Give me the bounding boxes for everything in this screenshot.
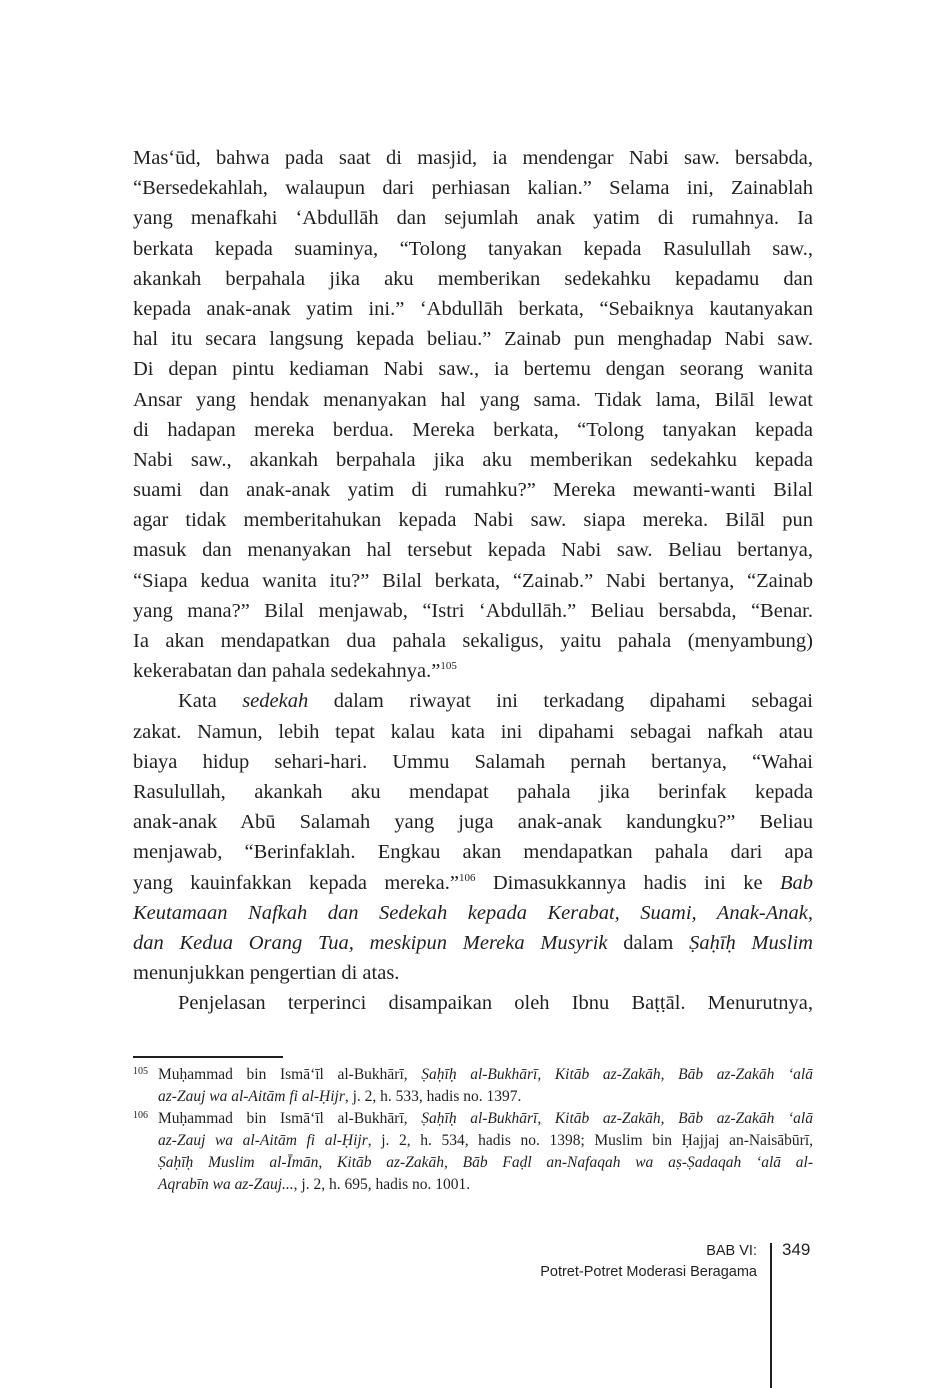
text-segment: hal itu secara langsung kepada beliau.” Zainab pun menghadap Nabi saw. <box>133 328 813 351</box>
text-segment: dalam <box>607 931 690 954</box>
footnote <box>133 1064 813 1108</box>
footnote-separator <box>133 1056 283 1058</box>
text-segment: anak-anak Abū Salamah yang juga anak-anak kandungku?” Beliau <box>133 811 813 834</box>
chapter-title: Potret-Potret Moderasi Beragama <box>540 1264 757 1280</box>
text-line <box>133 173 813 203</box>
text-line <box>158 1064 813 1086</box>
italic-text: az-Zauj wa al-Aitām fi al-Ḥijr <box>158 1132 368 1149</box>
text-segment: , j. 2, h. 534, hadis no. 1398; Muslim bin Ḥajjaj an-Naisābūrī, <box>367 1132 813 1149</box>
text-line <box>133 203 813 233</box>
text-line <box>158 1130 813 1152</box>
italic-text: Ṣaḥīḥ al-Bukhārī, Kitāb az-Zakāh, Bāb az-Zakāh ‘alā <box>421 1066 813 1083</box>
paragraph <box>133 988 813 1018</box>
text-segment: Nabi saw., akankah berpahala jika aku memberikan sedekahku kepada <box>133 448 813 471</box>
text-line <box>158 1152 813 1174</box>
footnote-ref: 106 <box>458 871 476 884</box>
text-segment: Mas‘ūd, bahwa pada saat di masjid, ia mendengar Nabi saw. bersabda, <box>133 147 813 169</box>
text-segment: yang mana?” Bilal menjawab, “Istri ‘Abdullāh.” Beliau bersabda, “Benar. <box>133 599 813 622</box>
text-line <box>133 686 813 716</box>
text-line <box>158 1174 813 1196</box>
text-segment: Kata <box>178 690 243 713</box>
text-line <box>133 324 813 354</box>
italic-text: Ṣaḥīḥ Muslim al-Īmān, Kitāb az-Zakāh, Bāb Faḍl an-Nafaqah wa aṣ-Ṣadaqah ‘alā al- <box>158 1154 813 1171</box>
text-line <box>133 354 813 384</box>
text-segment: zakat. Namun, lebih tepat kalau kata ini dipahami sebagai nafkah atau <box>133 720 813 743</box>
body-text <box>133 143 813 1018</box>
text-segment: biaya hidup sehari-hari. Ummu Salamah pernah bertanya, “Wahai <box>133 750 813 773</box>
text-segment: “Siapa kedua wanita itu?” Bilal berkata, “Zainab.” Nabi bertanya, “Zainab <box>133 569 813 592</box>
italic-text: az-Zauj wa al-Aitām fi al-Ḥijr <box>158 1088 345 1105</box>
text-segment: kekerabatan dan pahala sedekahnya.” <box>133 660 441 683</box>
text-line <box>133 294 813 324</box>
italic-text: Ṣaḥīḥ al-Bukhārī, Kitāb az-Zakāh, Bāb az-Zakāh ‘alā <box>421 1110 813 1127</box>
text-segment: agar tidak memberitahukan kepada Nabi saw. siapa mereka. Bilāl pun <box>133 509 813 532</box>
text-line <box>133 475 813 505</box>
text-line <box>133 747 813 777</box>
text-segment: berkata kepada suaminya, “Tolong tanyakan kepada Rasulullah saw., <box>133 237 813 260</box>
text-segment: Di depan pintu kediaman Nabi saw., ia bertemu dengan seorang wanita <box>133 358 813 381</box>
italic-text: Keutamaan Nafkah dan Sedekah kepada Kerabat, Suami, Anak-Anak, <box>133 901 813 924</box>
text-line <box>158 1086 813 1108</box>
text-segment: , j. 2, h. 533, hadis no. 1397. <box>344 1088 522 1105</box>
text-segment: di hadapan mereka berdua. Mereka berkata, “Tolong tanyakan kepada <box>133 418 813 441</box>
text-line <box>133 717 813 747</box>
text-segment: menjawab, “Berinfaklah. Engkau akan mendapatkan pahala dari apa <box>133 841 813 864</box>
text-segment: Penjelasan terperinci disampaikan oleh Ibnu Baṭṭāl. Menurutnya, <box>178 992 813 1015</box>
text-line <box>133 143 813 173</box>
text-segment: masuk dan menanyakan hal tersebut kepada Nabi saw. Beliau bertanya, <box>133 539 813 562</box>
italic-text: Bab <box>779 871 813 894</box>
paragraph <box>133 686 813 988</box>
text-segment: Muḥammad bin Ismā‘īl al-Bukhārī, <box>158 1066 422 1083</box>
text-segment: yang kauinfakkan kepada mereka.” <box>133 871 459 894</box>
text-segment: suami dan anak-anak yatim di rumahku?” Mereka mewanti-wanti Bilal <box>133 479 813 502</box>
text-line <box>133 264 813 294</box>
text-line <box>133 868 813 898</box>
page-number: 349 <box>782 1240 811 1259</box>
text-segment: dalam riwayat ini terkadang dipahami sebagai <box>308 690 813 713</box>
italic-text: sedekah <box>242 690 309 713</box>
text-segment: yang menafkahi ‘Abdullāh dan sejumlah anak yatim di rumahnya. Ia <box>133 207 813 230</box>
text-segment: kepada anak-anak yatim ini.” ‘Abdullāh berkata, “Sebaiknya kautanyakan <box>133 297 813 320</box>
text-line <box>133 596 813 626</box>
text-line <box>133 626 813 656</box>
chapter-label: BAB VI: <box>706 1243 757 1259</box>
italic-text: Ṣaḥīḥ Muslim <box>689 931 813 954</box>
footnote <box>133 1108 813 1196</box>
italic-text: Aqrabīn wa az-Zauj... <box>158 1176 294 1193</box>
text-line <box>133 988 813 1018</box>
text-line <box>133 928 813 958</box>
text-segment: Ia akan mendapatkan dua pahala sekaligus, yaitu pahala (menyambung) <box>133 630 813 652</box>
text-line <box>133 445 813 475</box>
text-line <box>133 837 813 867</box>
footnotes <box>133 1064 813 1196</box>
text-line <box>133 415 813 445</box>
footnote-number: 106 <box>133 1110 148 1121</box>
footnote-number: 105 <box>133 1066 148 1077</box>
text-line <box>133 385 813 415</box>
footnote-ref: 105 <box>440 660 457 673</box>
text-segment: Dimasukkannya hadis ini ke <box>475 871 780 894</box>
text-segment: menunjukkan pengertian di atas. <box>133 962 400 985</box>
footer-divider <box>770 1243 772 1388</box>
text-line <box>133 535 813 565</box>
text-line <box>158 1108 813 1130</box>
text-line <box>133 807 813 837</box>
text-line <box>133 958 813 988</box>
text-line <box>133 656 813 686</box>
text-segment: Ansar yang hendak menanyakan hal yang sama. Tidak lama, Bilāl lewat <box>133 388 813 411</box>
text-segment: Rasulullah, akankah aku mendapat pahala jika berinfak kepada <box>133 780 813 803</box>
text-segment: , j. 2, h. 695, hadis no. 1001. <box>293 1176 471 1193</box>
text-segment: akankah berpahala jika aku memberikan sedekahku kepadamu dan <box>133 267 813 290</box>
text-segment: Muḥammad bin Ismā‘īl al-Bukhārī, <box>158 1110 422 1127</box>
running-footer <box>540 1241 757 1283</box>
text-line <box>133 234 813 264</box>
paragraph <box>133 143 813 686</box>
italic-text: dan Kedua Orang Tua, meskipun Mereka Musyrik <box>133 931 608 954</box>
text-line <box>133 566 813 596</box>
text-line <box>133 505 813 535</box>
text-line <box>133 777 813 807</box>
text-segment: “Bersedekahlah, walaupun dari perhiasan kalian.” Selama ini, Zainablah <box>133 177 813 200</box>
text-line <box>133 898 813 928</box>
